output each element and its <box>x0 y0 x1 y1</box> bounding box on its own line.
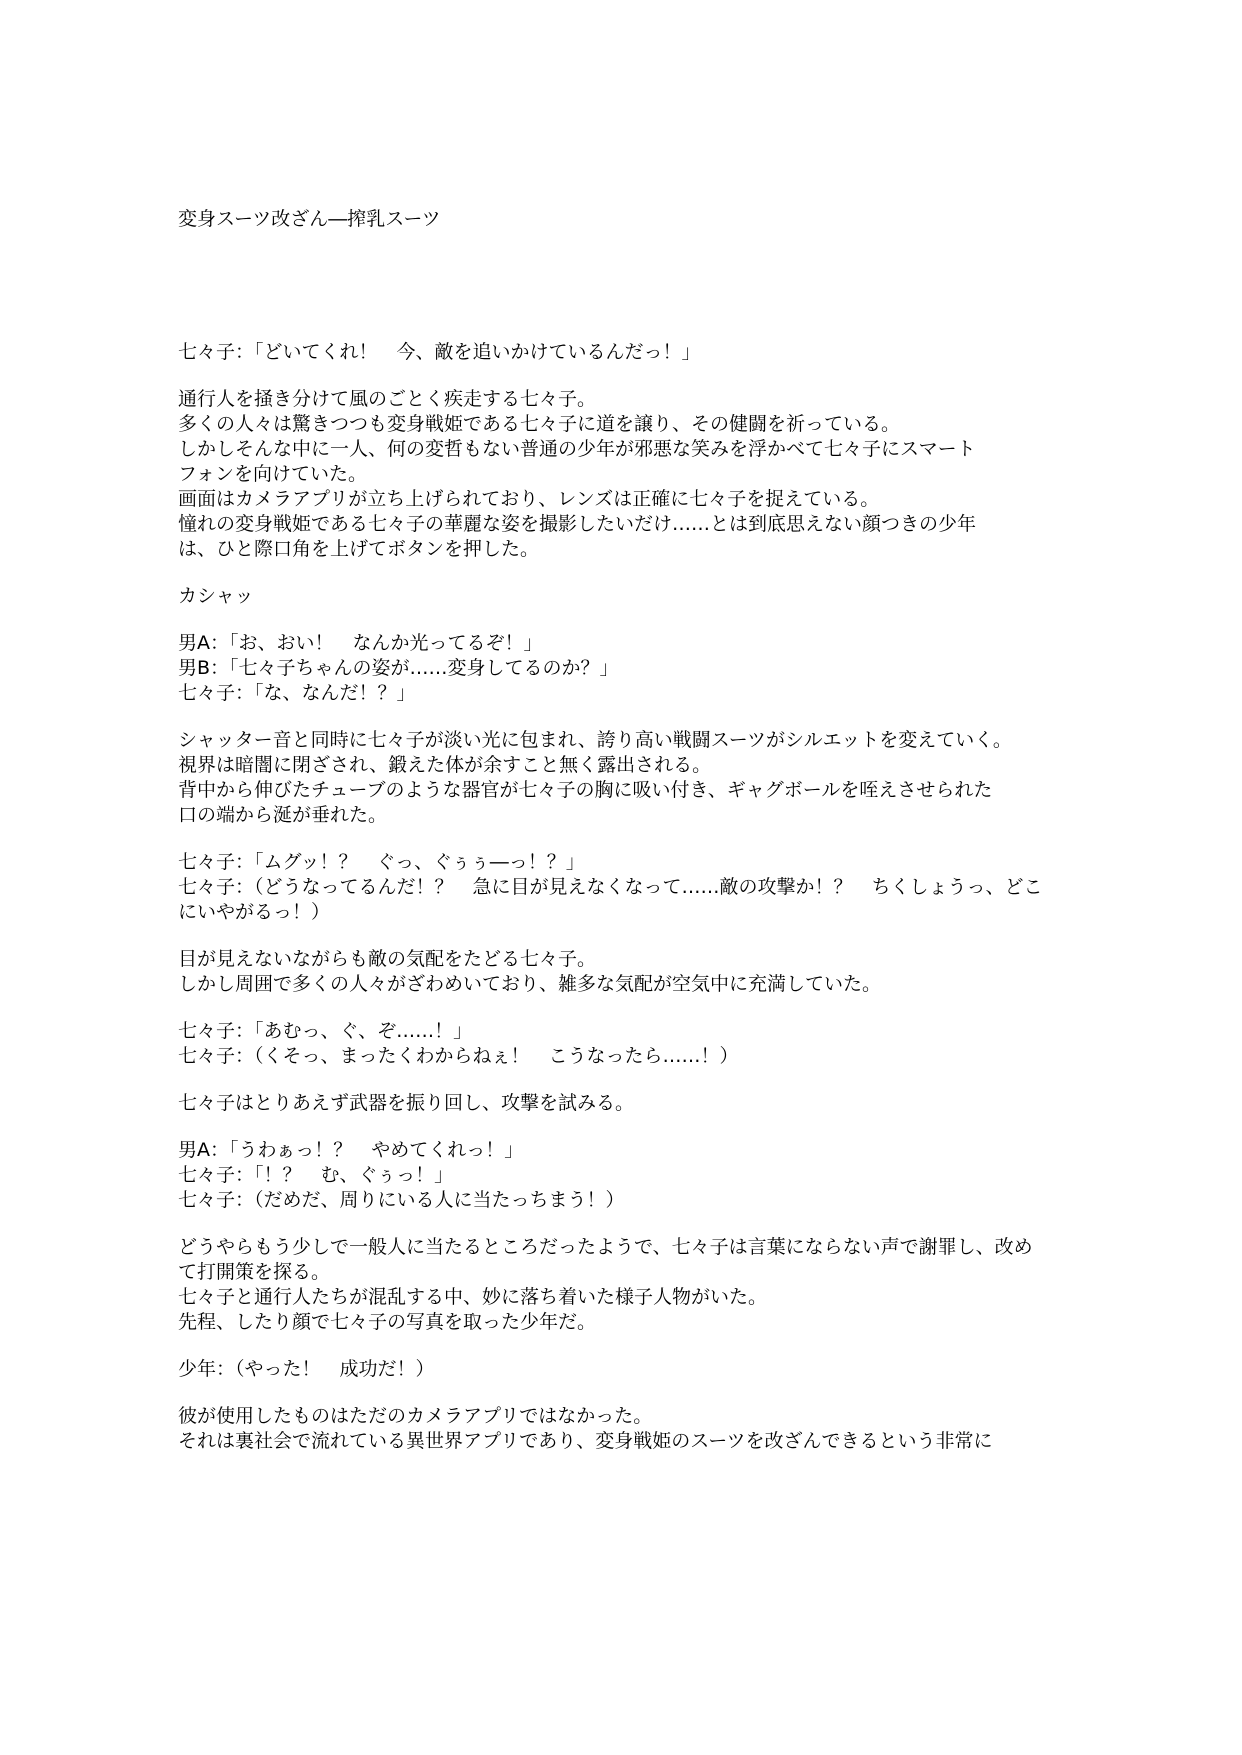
text-line: 七々子：「あむっ、ぐ、ぞ……！」 <box>178 1020 473 1042</box>
text-line: 先程、したり顔で七々子の写真を取った少年だ。 <box>178 1311 597 1333</box>
text-line: 七々子：（だめだ、周りにいる人に当たっちまう！） <box>178 1189 625 1211</box>
paragraph <box>178 947 1078 997</box>
paragraph <box>178 1091 1078 1116</box>
text-line: 七々子：「！？ む、ぐぅっ！」 <box>178 1164 454 1186</box>
text-line: どうやらもう少しで一般人に当たるところだったようで、七々子は言葉にならない声で謝罪し、改め <box>178 1236 1033 1258</box>
text-line: それは裏社会で流れている異世界アプリであり、変身戦姫のスーツを改ざんできるという非常に <box>178 1430 993 1452</box>
text-line: 通行人を掻き分けて風のごとく疾走する七々子。 <box>178 388 597 410</box>
text-line: カシャッ <box>178 585 254 607</box>
text-line: 七々子：（くそっ、まったくわからねぇ！ こうなったら……！） <box>178 1045 739 1067</box>
text-line: て打開策を探る。 <box>178 1261 331 1283</box>
text-line: しかしそんな中に一人、何の変哲もない普通の少年が邪悪な笑みを浮かべて七々子にスマート <box>178 438 976 460</box>
text-line: 男A：「お、おい！ なんか光ってるぞ！」 <box>178 632 543 654</box>
text-line: シャッター音と同時に七々子が淡い光に包まれ、誇り高い戦闘スーツがシルエットを変えていく。 <box>178 729 1012 751</box>
paragraph <box>178 387 1078 562</box>
text-line: にいやがるっ！） <box>178 901 331 923</box>
paragraph <box>178 1019 1078 1069</box>
paragraph <box>178 728 1078 828</box>
text-line: 少年：（やった！ 成功だ！） <box>178 1358 435 1380</box>
text-line: 多くの人々は驚きつつも変身戦姫である七々子に道を譲り、その健闘を祈っている。 <box>178 413 901 435</box>
paragraph <box>178 1357 1078 1382</box>
document-body <box>178 340 1078 1476</box>
paragraph <box>178 340 1078 365</box>
paragraph <box>178 1235 1078 1335</box>
document-title: 変身スーツ改ざん―搾乳スーツ <box>178 208 441 230</box>
text-line: 口の端から涎が垂れた。 <box>178 804 388 826</box>
text-line: 彼が使用したものはただのカメラアプリではなかった。 <box>178 1405 653 1427</box>
text-line: 男A：「うわぁっ！？ やめてくれっ！」 <box>178 1139 524 1161</box>
text-line: しかし周囲で多くの人々がざわめいており、雑多な気配が空気中に充満していた。 <box>178 973 882 995</box>
text-line: 男B：「七々子ちゃんの姿が……変身してるのか？」 <box>178 657 619 679</box>
text-line: 憧れの変身戦姫である七々子の華麗な姿を撮影したいだけ……とは到底思えない顔つきの少年 <box>178 513 977 535</box>
text-line: は、ひと際口角を上げてボタンを押した。 <box>178 538 540 560</box>
paragraph <box>178 850 1078 925</box>
text-line: 七々子と通行人たちが混乱する中、妙に落ち着いた様子人物がいた。 <box>178 1286 768 1308</box>
text-line: 視界は暗闇に閉ざされ、鍛えた体が余すこと無く露出される。 <box>178 754 712 776</box>
text-line: フォンを向けていた。 <box>178 463 368 485</box>
paragraph <box>178 584 1078 609</box>
text-line: 七々子：「な、なんだ！？」 <box>178 682 416 704</box>
paragraph <box>178 1404 1078 1454</box>
text-line: 背中から伸びたチューブのような器官が七々子の胸に吸い付き、ギャグボールを咥えさせられた <box>178 779 993 801</box>
text-line: 画面はカメラアプリが立ち上げられており、レンズは正確に七々子を捉えている。 <box>178 488 880 510</box>
text-line: 七々子：（どうなってるんだ！？ 急に目が見えなくなって……敵の攻撃か！？ ちくしょうっ、どこ <box>178 876 1043 898</box>
text-line: 七々子：「ムグッ！？ ぐっ、ぐぅぅ―っ！？」 <box>178 851 585 873</box>
paragraph <box>178 631 1078 706</box>
text-line: 七々子はとりあえず武器を振り回し、攻撃を試みる。 <box>178 1092 635 1114</box>
paragraph <box>178 1138 1078 1213</box>
text-line: 七々子：「どいてくれ！ 今、敵を追いかけているんだっ！」 <box>178 341 701 363</box>
text-line: 目が見えないながらも敵の気配をたどる七々子。 <box>178 948 597 970</box>
